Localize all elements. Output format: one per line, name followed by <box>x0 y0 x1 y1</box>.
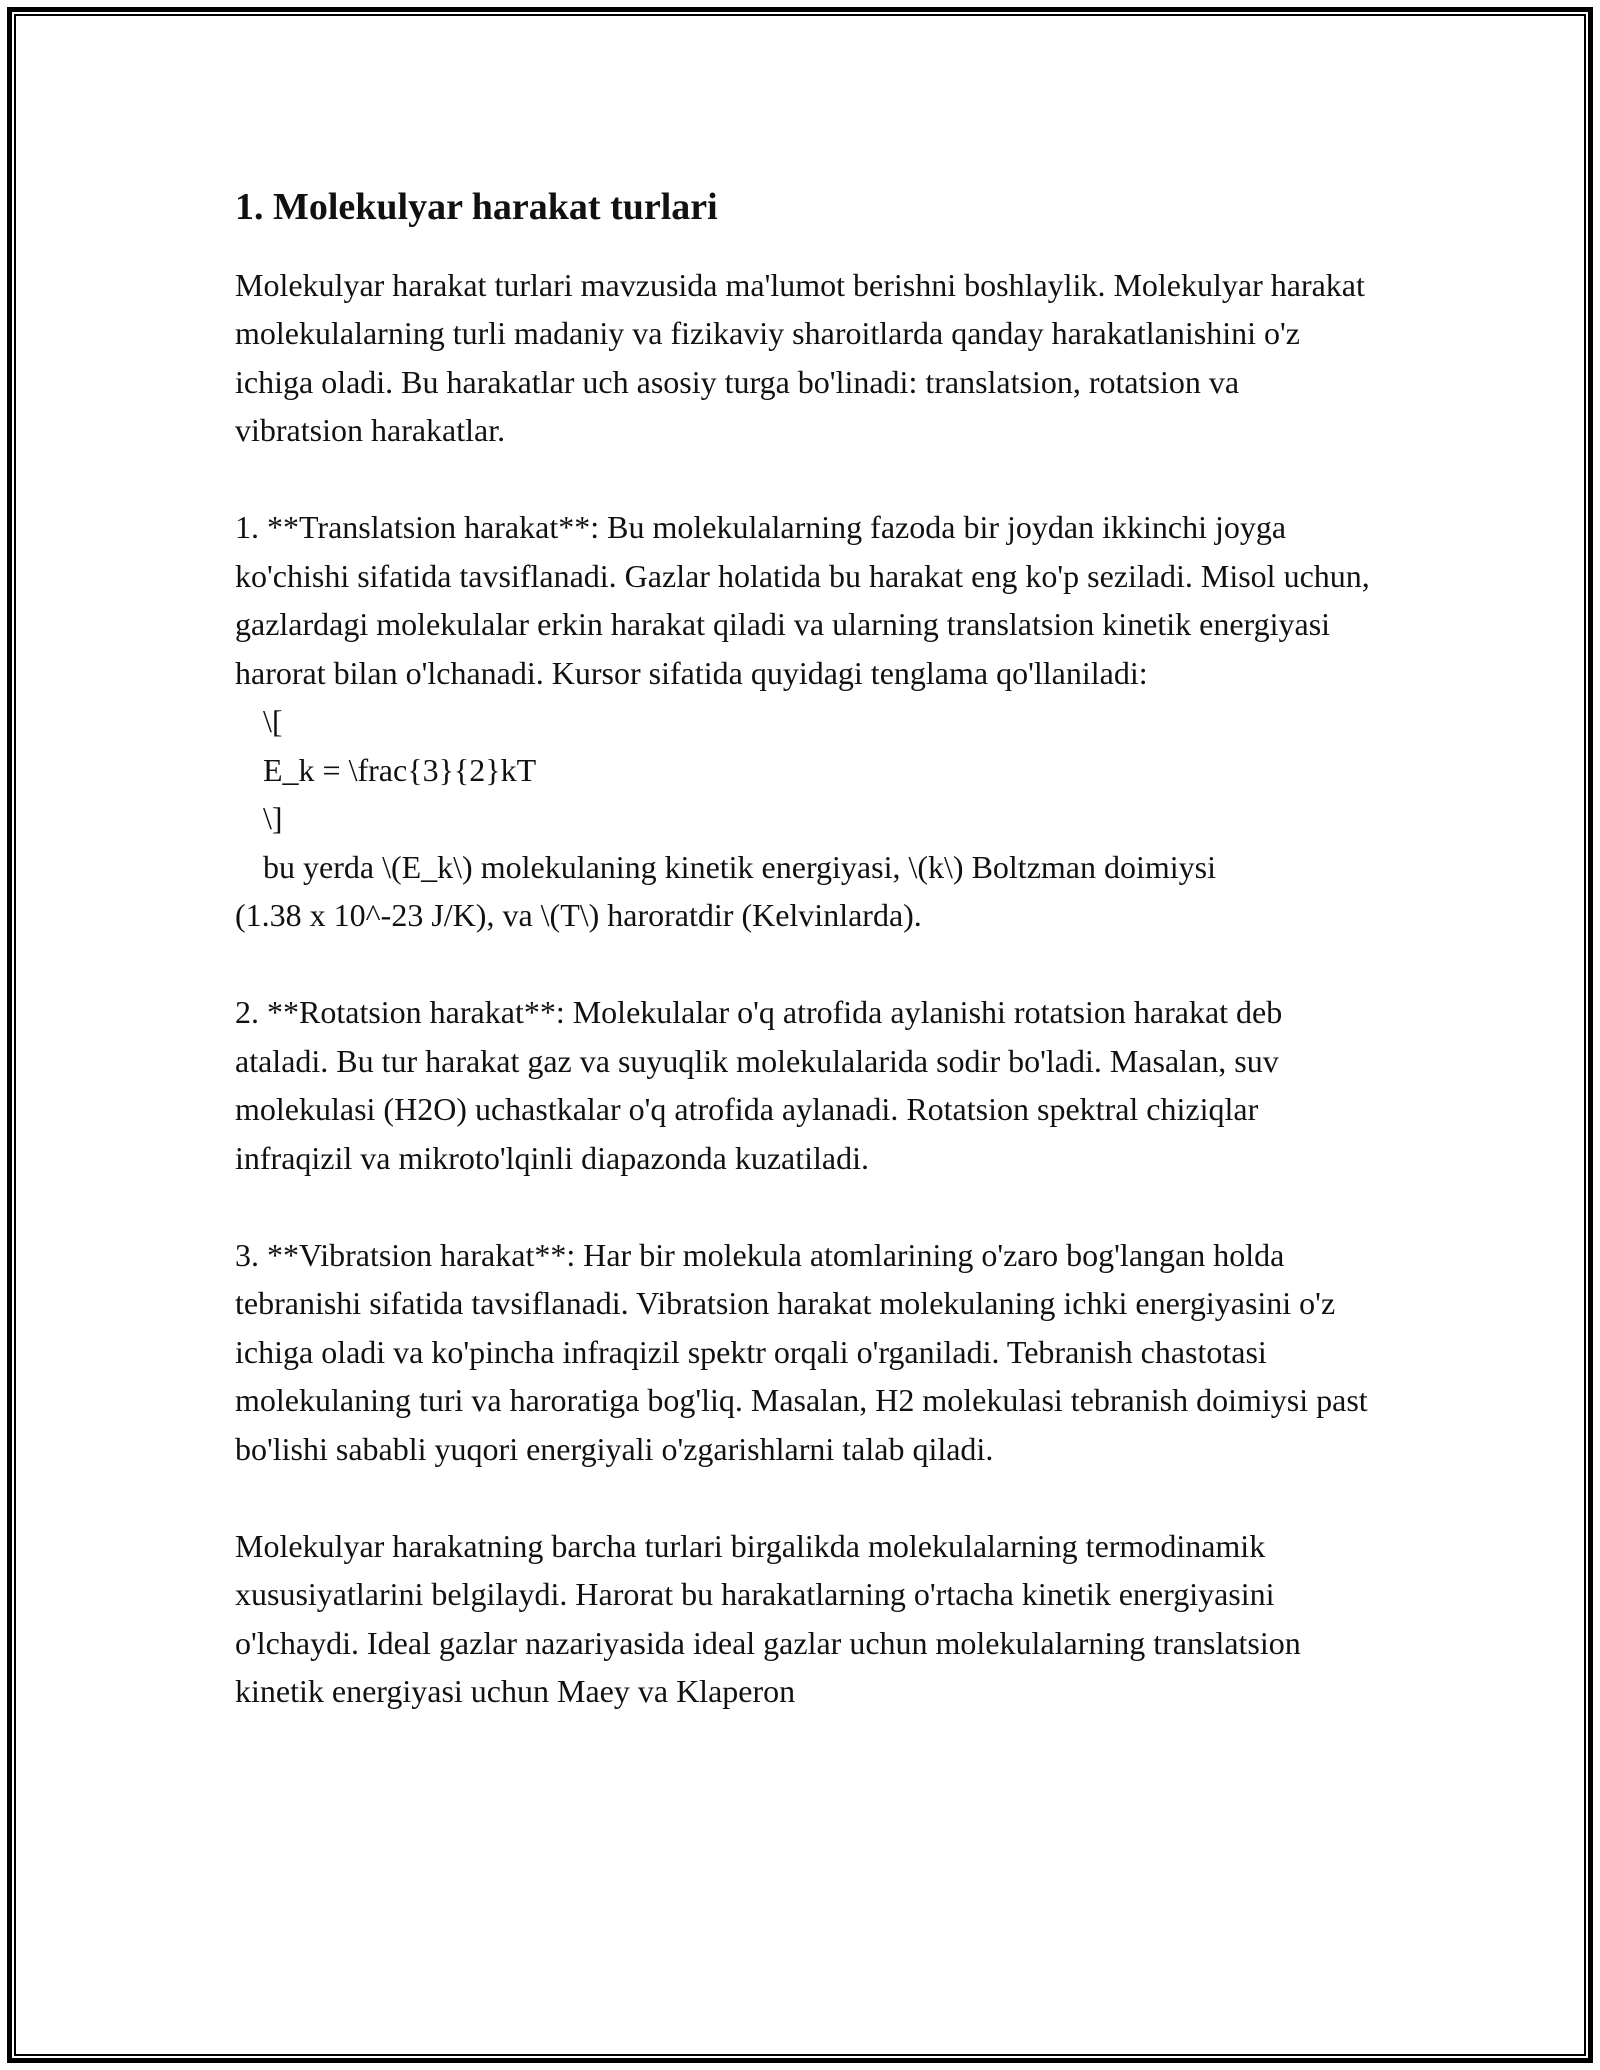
item-rotational: 2. **Rotatsion harakat**: Molekulalar o'q atrofida aylanishi rotatsion harakat deb ataladi. Bu tur harakat gaz va suyuqlik molekulalarida sodir bo'ladi. Masalan, suv molekulasi (H2O) uchastkalar o'q atrofida aylanadi. Rotatsion spektral chiziqlar infraqizil va mikroto'lqinli diapazonda kuzatiladi. <box>235 994 1291 1176</box>
equation-open: \[ <box>263 703 283 740</box>
item-translational: 1. **Translatsion harakat**: Bu molekulalarning fazoda bir joydan ikkinchi joyga ko'chishi sifatida tavsiflanadi. Gazlar holatida bu harakat eng ko'p seziladi. Misol uchun, gazlardagi molekulalar erkin harakat qiladi va ularning translatsion kinetik energiyasi harorat bilan o'lchanadi. Kursor sifatida quyidagi tenglama qo'llaniladi: <box>235 509 1378 691</box>
conclusion-paragraph: Molekulyar harakatning barcha turlari birgalikda molekulalarning termodinamik xususiyatlarini belgilaydi. Harorat bu harakatlarning o'rtacha kinetik energiyasini o'lchaydi. Ideal gazlar nazariyasida ideal gazlar uchun molekulalarning translatsion kinetik energiyasi uchun Maey va Klaperon <box>235 1527 1309 1710</box>
equation-close: \] <box>263 800 283 837</box>
section-title: 1. Molekulyar harakat turlari <box>235 186 718 228</box>
equation-body: E_k = \frac{3}{2}kT <box>263 751 537 788</box>
intro-paragraph: Molekulyar harakat turlari mavzusida ma'lumot berishni boshlaylik. Molekulyar harakat molekulalarning turli madaniy va fizikaviy sharoitlarda qanday harakatlanishini o'z ichiga oladi. Bu harakatlar uch asosiy turga bo'linadi: translatsion, rotatsion va vibratsion harakatlar. <box>235 266 1373 449</box>
equation-explanation-cont: (1.38 x 10^-23 J/K), va \(T\) haroratdir (Kelvinlarda). <box>235 897 922 934</box>
paragraph-gap <box>235 455 1375 504</box>
paragraph-gap <box>235 940 1375 989</box>
document-body <box>235 185 1378 1716</box>
item-vibrational: 3. **Vibratsion harakat**: Har bir molekula atomlarining o'zaro bog'langan holda tebranishi sifatida tavsiflanadi. Vibratsion harakat molekulaning ichki energiyasini o'z ichiga oladi va ko'pincha infraqizil spektr orqali o'rganiladi. Tebranish chastotasi molekulaning turi va haroratiga bog'liq. Masalan, H2 molekulasi tebranish doimiysi past bo'lishi sababli yuqori energiyali o'zgarishlarni talab qiladi. <box>235 1236 1376 1467</box>
equation-explanation: bu yerda \(E_k\) molekulaning kinetik energiyasi, \(k\) Boltzman doimiysi <box>263 848 1216 885</box>
paragraph-gap <box>235 1182 1375 1231</box>
paragraph-gap <box>235 1473 1375 1522</box>
